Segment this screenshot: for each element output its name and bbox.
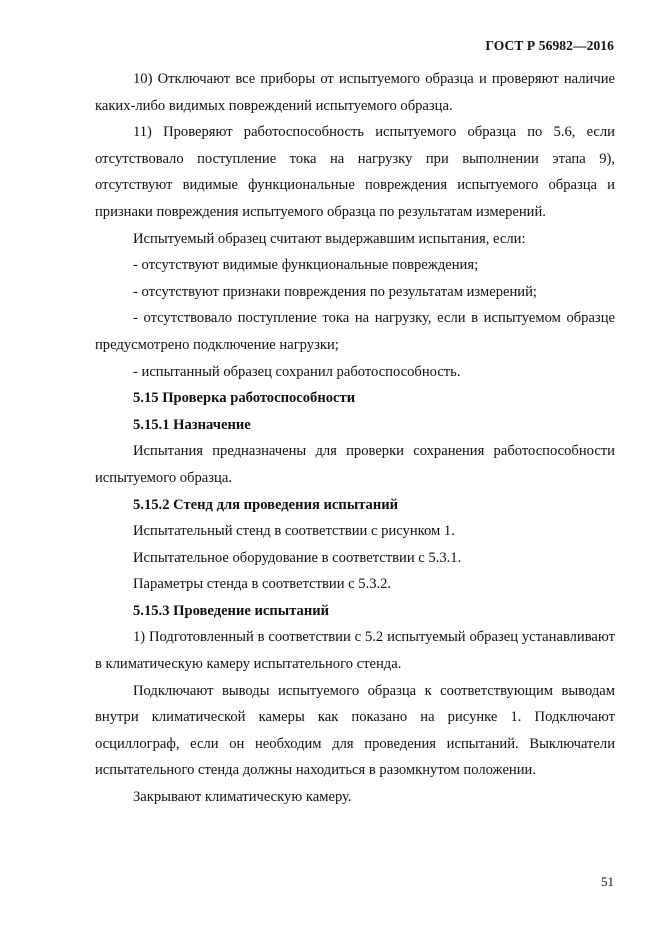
paragraph-pass-criteria: Испытуемый образец считают выдержавшим испытания, если: bbox=[133, 230, 526, 247]
list-item-criterion: - отсутствовало поступление тока на нагрузку, если в испытуемом образце предусмотрено подключение нагрузки; bbox=[95, 310, 615, 353]
paragraph-equipment: Испытательное оборудование в соответствии с 5.3.1. bbox=[133, 549, 462, 566]
paragraph-connect: Подключают выводы испытуемого образца к соответствующим выводам внутри климатической камеры как показано на рисунке 1. Подключают осциллограф, если он необходим для проведения испытаний. Выключатели испытательного стенда должны находиться в разомкнутом положении. bbox=[95, 682, 615, 779]
list-item-criterion: - испытанный образец сохранил работоспособность. bbox=[133, 363, 461, 380]
section-heading-5-15-1: 5.15.1 Назначение bbox=[133, 416, 251, 433]
list-item-criterion: - отсутствуют видимые функциональные повреждения; bbox=[133, 257, 479, 274]
paragraph-stand: Испытательный стенд в соответствии с рисунком 1. bbox=[133, 523, 455, 540]
section-heading-5-15: 5.15 Проверка работоспособности bbox=[133, 390, 356, 407]
paragraph-step-10: 10) Отключают все приборы от испытуемого образца и проверяют наличие каких-либо видимых повреждений испытуемого образца. bbox=[95, 71, 615, 114]
paragraph-purpose: Испытания предназначены для проверки сохранения работоспособности испытуемого образца. bbox=[95, 443, 615, 486]
paragraph-step-11: 11) Проверяют работоспособность испытуемого образца по 5.6, если отсутствовало поступление тока на нагрузку при выполнении этапа 9), отсутствуют видимые функциональные повреждения испытуемого образца и признаки повреждения испытуемого образца по результатам измерений. bbox=[95, 124, 615, 220]
paragraph-parameters: Параметры стенда в соответствии с 5.3.2. bbox=[133, 576, 392, 593]
paragraph-step-1: 1) Подготовленный в соответствии с 5.2 испытуемый образец устанавливают в климатическую камеру испытательного стенда. bbox=[95, 629, 615, 673]
section-heading-5-15-2: 5.15.2 Стенд для проведения испытаний bbox=[133, 496, 399, 513]
section-heading-5-15-3: 5.15.3 Проведение испытаний bbox=[133, 602, 330, 619]
page-header-standard-code: ГОСТ Р 56982—2016 bbox=[485, 38, 614, 53]
paragraph-close-chamber: Закрывают климатическую камеру. bbox=[133, 789, 352, 806]
document-body bbox=[95, 66, 615, 811]
page-number: 51 bbox=[601, 874, 614, 889]
list-item-criterion: - отсутствуют признаки повреждения по результатам измерений; bbox=[133, 283, 537, 300]
